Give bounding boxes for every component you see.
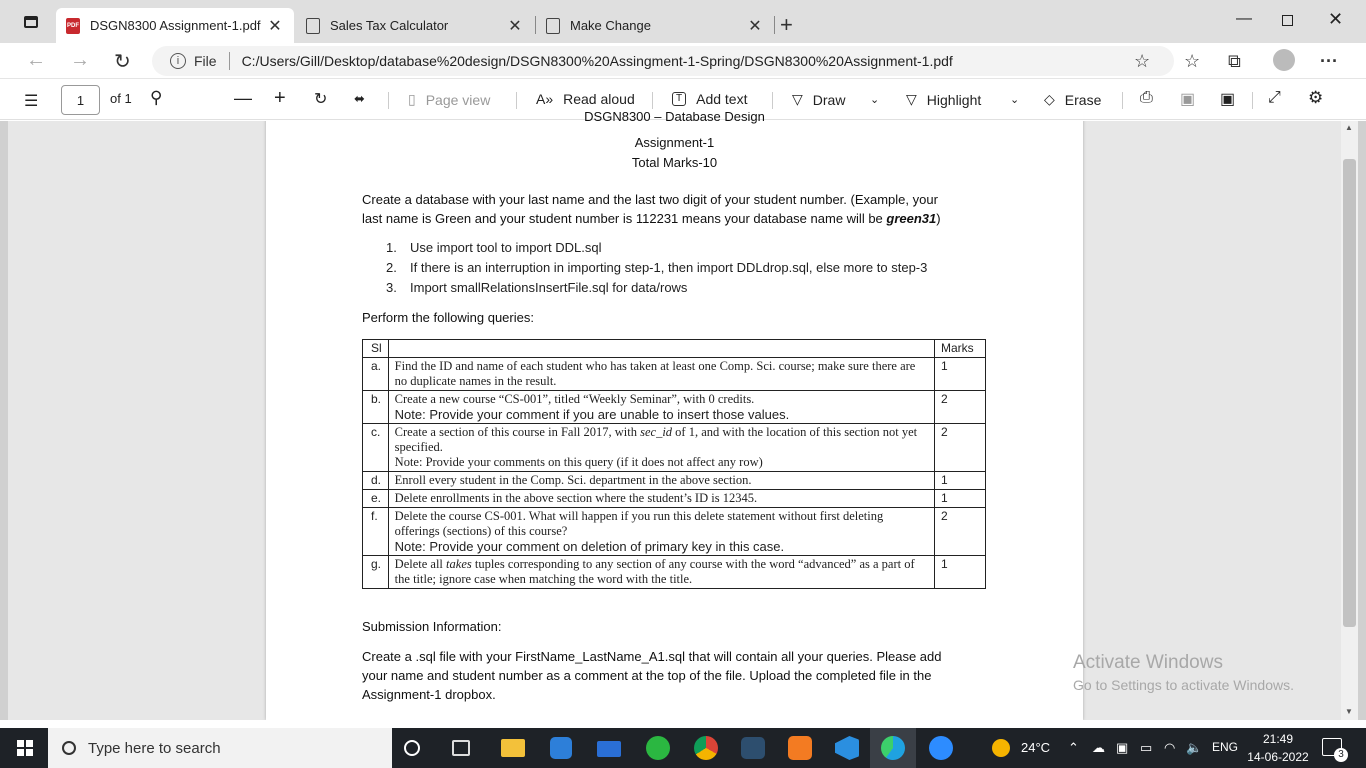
add-text-button[interactable] [672,91,747,107]
course-title: DSGN8300 – Database Design [584,112,765,124]
row-marks: 1 [935,358,986,391]
submission-line-3: Assignment-1 dropbox. [362,687,496,702]
page-icon [306,18,320,34]
row-sl: e. [363,490,389,508]
toolbar-divider [652,92,653,109]
row-marks: 1 [935,490,986,508]
row-sl: c. [363,424,389,472]
activate-windows-title: Activate Windows [1073,652,1223,673]
row-text-part: Create a section of this course in Fall 2017, with [394,425,641,439]
url-field[interactable] [152,46,1174,76]
tab-title: Make Change [570,18,651,33]
rotate-icon[interactable]: ↻ [314,91,328,108]
table-row [363,424,986,472]
row-text-part: of 1, and with the location of this section not yet specified. [394,425,918,454]
step-text: Use import tool to import DDL.sql [410,240,602,255]
language-indicator[interactable]: ENG [1212,740,1239,754]
submission-label: Submission Information: [362,619,502,634]
row-note: Note: Provide your comment on deletion of primary key in this case. [394,539,785,554]
step-text: Import smallRelationsInsertFile.sql for data/rows [410,280,688,295]
save-icon[interactable]: ▣ [1180,91,1196,108]
read-aloud-button[interactable] [536,91,635,107]
fit-to-width-icon[interactable]: ⬌ [354,91,365,106]
search-icon [62,741,76,755]
highlight-label: Highlight [926,91,982,108]
meet-now-icon[interactable]: ▣ [1116,740,1129,755]
highlight-button[interactable] [906,91,981,108]
table-row [363,358,986,391]
search-placeholder: Type here to search [88,739,221,757]
row-sl: d. [363,472,389,490]
url-text: C:/Users/Gill/Desktop/database%20design/DSGN8300%20Assingment-1-Spring/DSGN8300%20Assignment-1.pdf [241,53,953,69]
activate-windows-subtitle: Go to Settings to activate Windows. [1073,677,1294,693]
highlight-options-chevron-icon[interactable]: ⌄ [1010,94,1020,106]
table-row [363,556,986,589]
url-divider [229,52,230,70]
table-row [363,508,986,556]
step-item [386,238,927,258]
submission-line-1: Create a .sql file with your FirstName_LastName_A1.sql that will contain all your queries. Please add [362,649,942,664]
add-favorite-icon[interactable]: ☆ [1134,51,1151,71]
step-number: 2. [386,260,397,275]
start-windows-icon[interactable] [17,740,33,756]
task-view-icon[interactable] [452,740,470,756]
submission-line-2: your name and student number as a comment at the top of the file. Upload the completed file in the [362,668,932,683]
wifi-icon[interactable]: ◠ [1164,740,1176,755]
fullscreen-icon[interactable]: ⤢ [1268,89,1281,106]
row-sl: f. [363,508,389,556]
draw-button[interactable] [792,91,845,108]
row-sl: a. [363,358,389,391]
steps-list [386,238,927,298]
row-text-emphasis: sec_id [640,425,673,439]
row-marks: 2 [935,424,986,472]
tab-title: Sales Tax Calculator [330,18,449,33]
table-header-row [363,340,986,358]
tab-actions-icon[interactable] [24,16,38,28]
profile-avatar[interactable] [1273,49,1295,71]
row-note: Note: Provide your comments on this query (if it does not affect any row) [394,455,763,469]
toolbar-divider [1252,92,1253,109]
collections-icon[interactable]: ⧉ [1228,51,1241,71]
temperature[interactable]: 24°C [1021,740,1051,755]
url-scheme-label: File [194,53,217,69]
search-highlight-icon[interactable] [336,731,376,765]
address-bar [0,43,1366,79]
page-view-label: Page view [425,91,491,108]
row-marks: 1 [935,556,986,589]
page-view-icon: ▯ [408,91,416,107]
favorites-icon[interactable]: ☆ [1184,51,1201,71]
scroll-down-icon[interactable]: ▼ [1345,707,1353,716]
toolbar-divider [772,92,773,109]
page-number-input[interactable]: 1 [61,85,100,115]
page-total: of 1 [110,91,132,106]
file-explorer-icon[interactable] [501,739,525,757]
back-icon[interactable]: ← [26,49,46,71]
cortana-icon[interactable] [404,740,420,756]
zoom-icon[interactable] [929,736,953,760]
row-text-emphasis: takes [446,557,472,571]
refresh-icon[interactable]: ↻ [114,51,131,73]
step-text: If there is an interruption in importing step-1, then import DDLdrop.sql, else more to step-3 [410,260,928,275]
step-number: 1. [386,240,397,255]
close-window-icon[interactable]: ✕ [1328,9,1344,29]
mail-icon[interactable] [597,741,621,757]
row-text: Delete enrollments in the above section where the student’s ID is 12345. [388,490,934,508]
row-sl: b. [363,391,389,424]
scrollbar-thumb[interactable] [1343,159,1356,627]
tab-make-change[interactable] [536,8,774,43]
toolbar-divider [1122,92,1123,109]
close-tab-icon[interactable]: ✕ [748,17,762,35]
row-text-part: Delete all [394,557,447,571]
more-options-icon[interactable]: ··· [1320,51,1338,71]
row-text-part: tuples corresponding to any section of any course with the word “advanced” as a part of the title; ignore case when matching the word with the title. [394,557,915,586]
tab-sales-tax[interactable] [296,8,534,43]
draw-icon: ▽ [792,91,803,107]
perform-label: Perform the following queries: [362,310,534,325]
read-aloud-label: Read aloud [563,91,635,107]
xampp-icon[interactable] [788,736,812,760]
page-icon [546,18,560,34]
eraser-icon: ◇ [1044,91,1055,107]
toolbar-divider [388,92,389,109]
assignment-title: Assignment-1 [634,135,715,150]
read-aloud-icon: A» [536,91,554,107]
forward-icon[interactable]: → [70,49,90,71]
zoom-in-icon[interactable]: + [274,87,286,109]
battery-icon[interactable]: ▭ [1140,740,1153,755]
zoom-out-icon[interactable]: — [234,88,252,108]
toolbar-divider [516,92,517,109]
intro-text: last name is Green and your student number is 112231 means your database name will be [362,211,887,226]
intro-text-end: ) [936,211,941,226]
edge-icon[interactable] [881,736,905,760]
marks-header: Marks [935,340,986,358]
row-sl: g. [363,556,389,589]
sl-header: Sl [363,340,389,358]
table-row [363,391,986,424]
row-cell [388,391,934,424]
print-icon[interactable]: ⎙ [1140,89,1153,106]
store-icon[interactable] [550,737,572,759]
volume-icon[interactable]: 🔈 [1186,740,1203,755]
row-text: Delete the course CS-001. What will happen if you run this delete statement without first deleting offerings (sections) of this course? [394,509,884,538]
table-row [363,472,986,490]
table-row [363,490,986,508]
draw-options-chevron-icon[interactable]: ⌄ [870,94,880,106]
queries-table [362,339,986,589]
row-text [388,556,934,589]
minimize-icon[interactable]: — [1236,10,1252,27]
whatsapp-icon[interactable] [646,736,670,760]
row-cell [388,424,934,472]
viewer-left-border [0,121,8,720]
mysql-workbench-icon[interactable] [741,737,765,759]
onedrive-cloud-icon[interactable]: ☁ [1092,740,1105,755]
erase-label: Erase [1064,91,1102,108]
pdf-icon: PDF [66,18,80,34]
erase-button[interactable] [1044,91,1101,108]
save-as-icon[interactable]: ▣ [1220,91,1236,108]
draw-label: Draw [812,91,846,108]
step-item [386,258,927,278]
chrome-icon[interactable] [694,736,718,760]
close-tab-icon[interactable]: ✕ [268,17,282,35]
tab-title: DSGN8300 Assignment-1.pdf [90,18,261,33]
total-marks: Total Marks-10 [631,155,718,170]
step-item [386,278,927,298]
row-note: Note: Provide your comment if you are unable to insert those values. [394,407,790,422]
row-text: Create a new course “CS-001”, titled “Weekly Seminar”, with 0 credits. [394,392,755,406]
scroll-up-icon[interactable]: ▲ [1345,123,1353,132]
table-of-contents-icon[interactable]: ☰ [24,93,39,110]
add-text-icon: T [672,92,686,106]
intro-line-2 [362,209,941,228]
tray-expand-chevron-icon[interactable]: ⌃ [1068,740,1079,755]
viewer-right-border [1358,121,1366,720]
clock-time: 21:49 [1262,732,1294,746]
tab-bar [0,0,1366,43]
description-header [388,340,934,358]
add-text-label: Add text [696,91,748,107]
clock-date: 14-06-2022 [1247,750,1309,764]
maximize-icon[interactable] [1282,15,1293,26]
close-tab-icon[interactable]: ✕ [508,17,522,35]
example-db-name: green31 [886,211,937,226]
highlight-icon: ▽ [906,91,917,107]
tab-assignment-pdf[interactable] [56,8,294,43]
row-text: Find the ID and name of each student who has taken at least one Comp. Sci. course; make sure there are no duplicate names in the result. [388,358,934,391]
row-marks: 2 [935,508,986,556]
page-view-button[interactable] [408,91,490,108]
step-number: 3. [386,280,397,295]
taskbar-clock[interactable] [1246,730,1310,766]
new-tab-icon[interactable]: + [780,12,793,37]
find-icon[interactable]: ⚲ [150,88,163,107]
info-icon[interactable]: i [170,53,186,69]
tab-divider [774,16,775,34]
row-text: Enroll every student in the Comp. Sci. department in the above section. [388,472,934,490]
row-cell [388,508,934,556]
weather-sun-icon[interactable] [992,739,1010,757]
row-marks: 1 [935,472,986,490]
row-text [395,425,928,455]
intro-line-1: Create a database with your last name and the last two digit of your student number. (Example, your [362,192,938,207]
notification-count-badge: 3 [1334,748,1348,762]
vertical-scrollbar[interactable] [1341,121,1358,720]
settings-gear-icon[interactable]: ⚙ [1308,88,1324,107]
row-marks: 2 [935,391,986,424]
